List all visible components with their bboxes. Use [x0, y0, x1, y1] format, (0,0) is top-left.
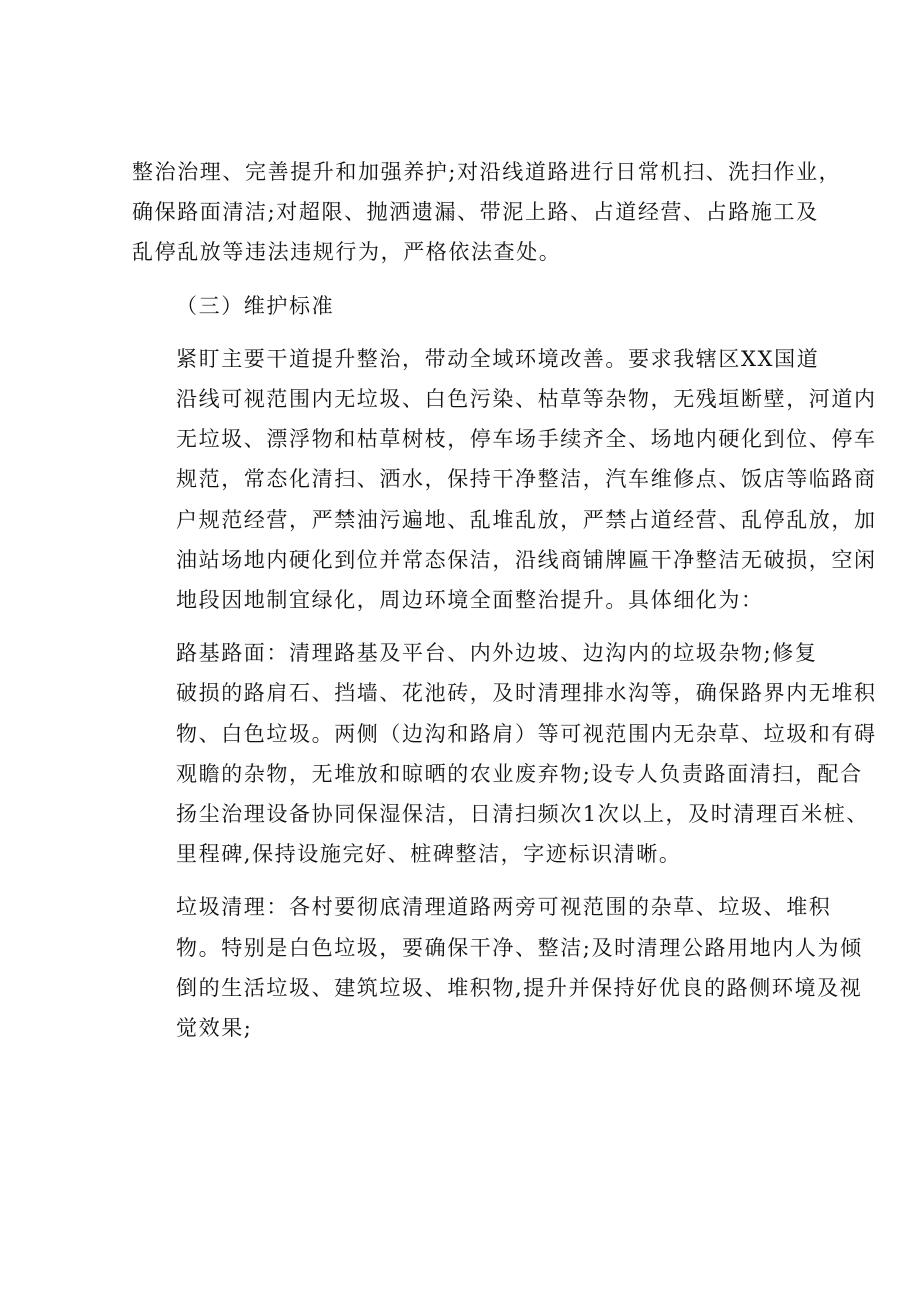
text-line: 规范，常态化清扫、洒水，保持干净整洁，汽车维修点、饭店等临路商	[176, 467, 877, 492]
text-line: 扬尘治理设备协同保湿保洁，日清扫频次1次以上，及时清理百米桩、	[176, 802, 869, 827]
paragraph-p3	[132, 339, 877, 620]
text-line: 观瞻的杂物，无堆放和晾晒的农业废弃物;设专人负责路面清扫，配合	[176, 761, 863, 786]
text-line: 紧盯主要干道提升整治，带动全域环境改善。要求我辖区XX国道	[176, 346, 820, 371]
text-line: 物。特别是白色垃圾，要确保干净、整洁;及时清理公路用地内人为倾	[176, 935, 863, 960]
text-line: 地段因地制宜绿化，周边环境全面整治提升。具体细化为：	[176, 588, 764, 613]
text-line: 路基路面：清理路基及平台、内外边坡、边沟内的垃圾杂物;修复	[176, 641, 818, 666]
text-line: 户规范经营，严禁油污遍地、乱堆乱放，严禁占道经营、乱停乱放，加	[176, 507, 877, 532]
text-line: （三）维护标准	[176, 293, 335, 318]
text-line: 破损的路肩石、挡墙、花池砖，及时清理排水沟等，确保路界内无堆积	[176, 681, 877, 706]
text-line: 确保路面清洁;对超限、抛洒遗漏、带泥上路、占道经营、占路施工及	[132, 200, 819, 225]
document-body	[132, 152, 877, 1061]
text-line: 沿线可视范围内无垃圾、白色污染、枯草等杂物，无残垣断壁，河道内	[176, 387, 877, 412]
text-line: 乱停乱放等违法违规行为，严格依法查处。	[132, 240, 562, 265]
paragraph-p5	[132, 887, 863, 1048]
text-line: 物、白色垃圾。两侧（边沟和路肩）等可视范围内无杂草、垃圾和有碍	[176, 721, 877, 746]
paragraph-p2	[132, 286, 796, 326]
text-line: 垃圾清理：各村要彻底清理道路两旁可视范围的杂草、垃圾、堆积	[176, 895, 832, 920]
paragraph-p4	[132, 633, 877, 874]
text-line: 油站场地内硬化到位并常态保洁，沿线商铺牌匾干净整洁无破损，空闲	[176, 547, 877, 572]
text-line: 无垃圾、漂浮物和枯草树枝，停车场手续齐全、场地内硬化到位、停车	[176, 427, 877, 452]
text-line: 里程碑,保持设施完好、桩碑整洁，字迹标识清晰。	[176, 842, 682, 867]
text-line: 整治治理、完善提升和加强养护;对沿线道路进行日常机扫、洗扫作业，	[132, 160, 842, 184]
text-line: 觉效果;	[176, 1016, 253, 1041]
paragraph-p1	[132, 152, 842, 273]
text-line: 倒的生活垃圾、建筑垃圾、堆积物,提升并保持好优良的路侧环境及视	[176, 975, 863, 1000]
